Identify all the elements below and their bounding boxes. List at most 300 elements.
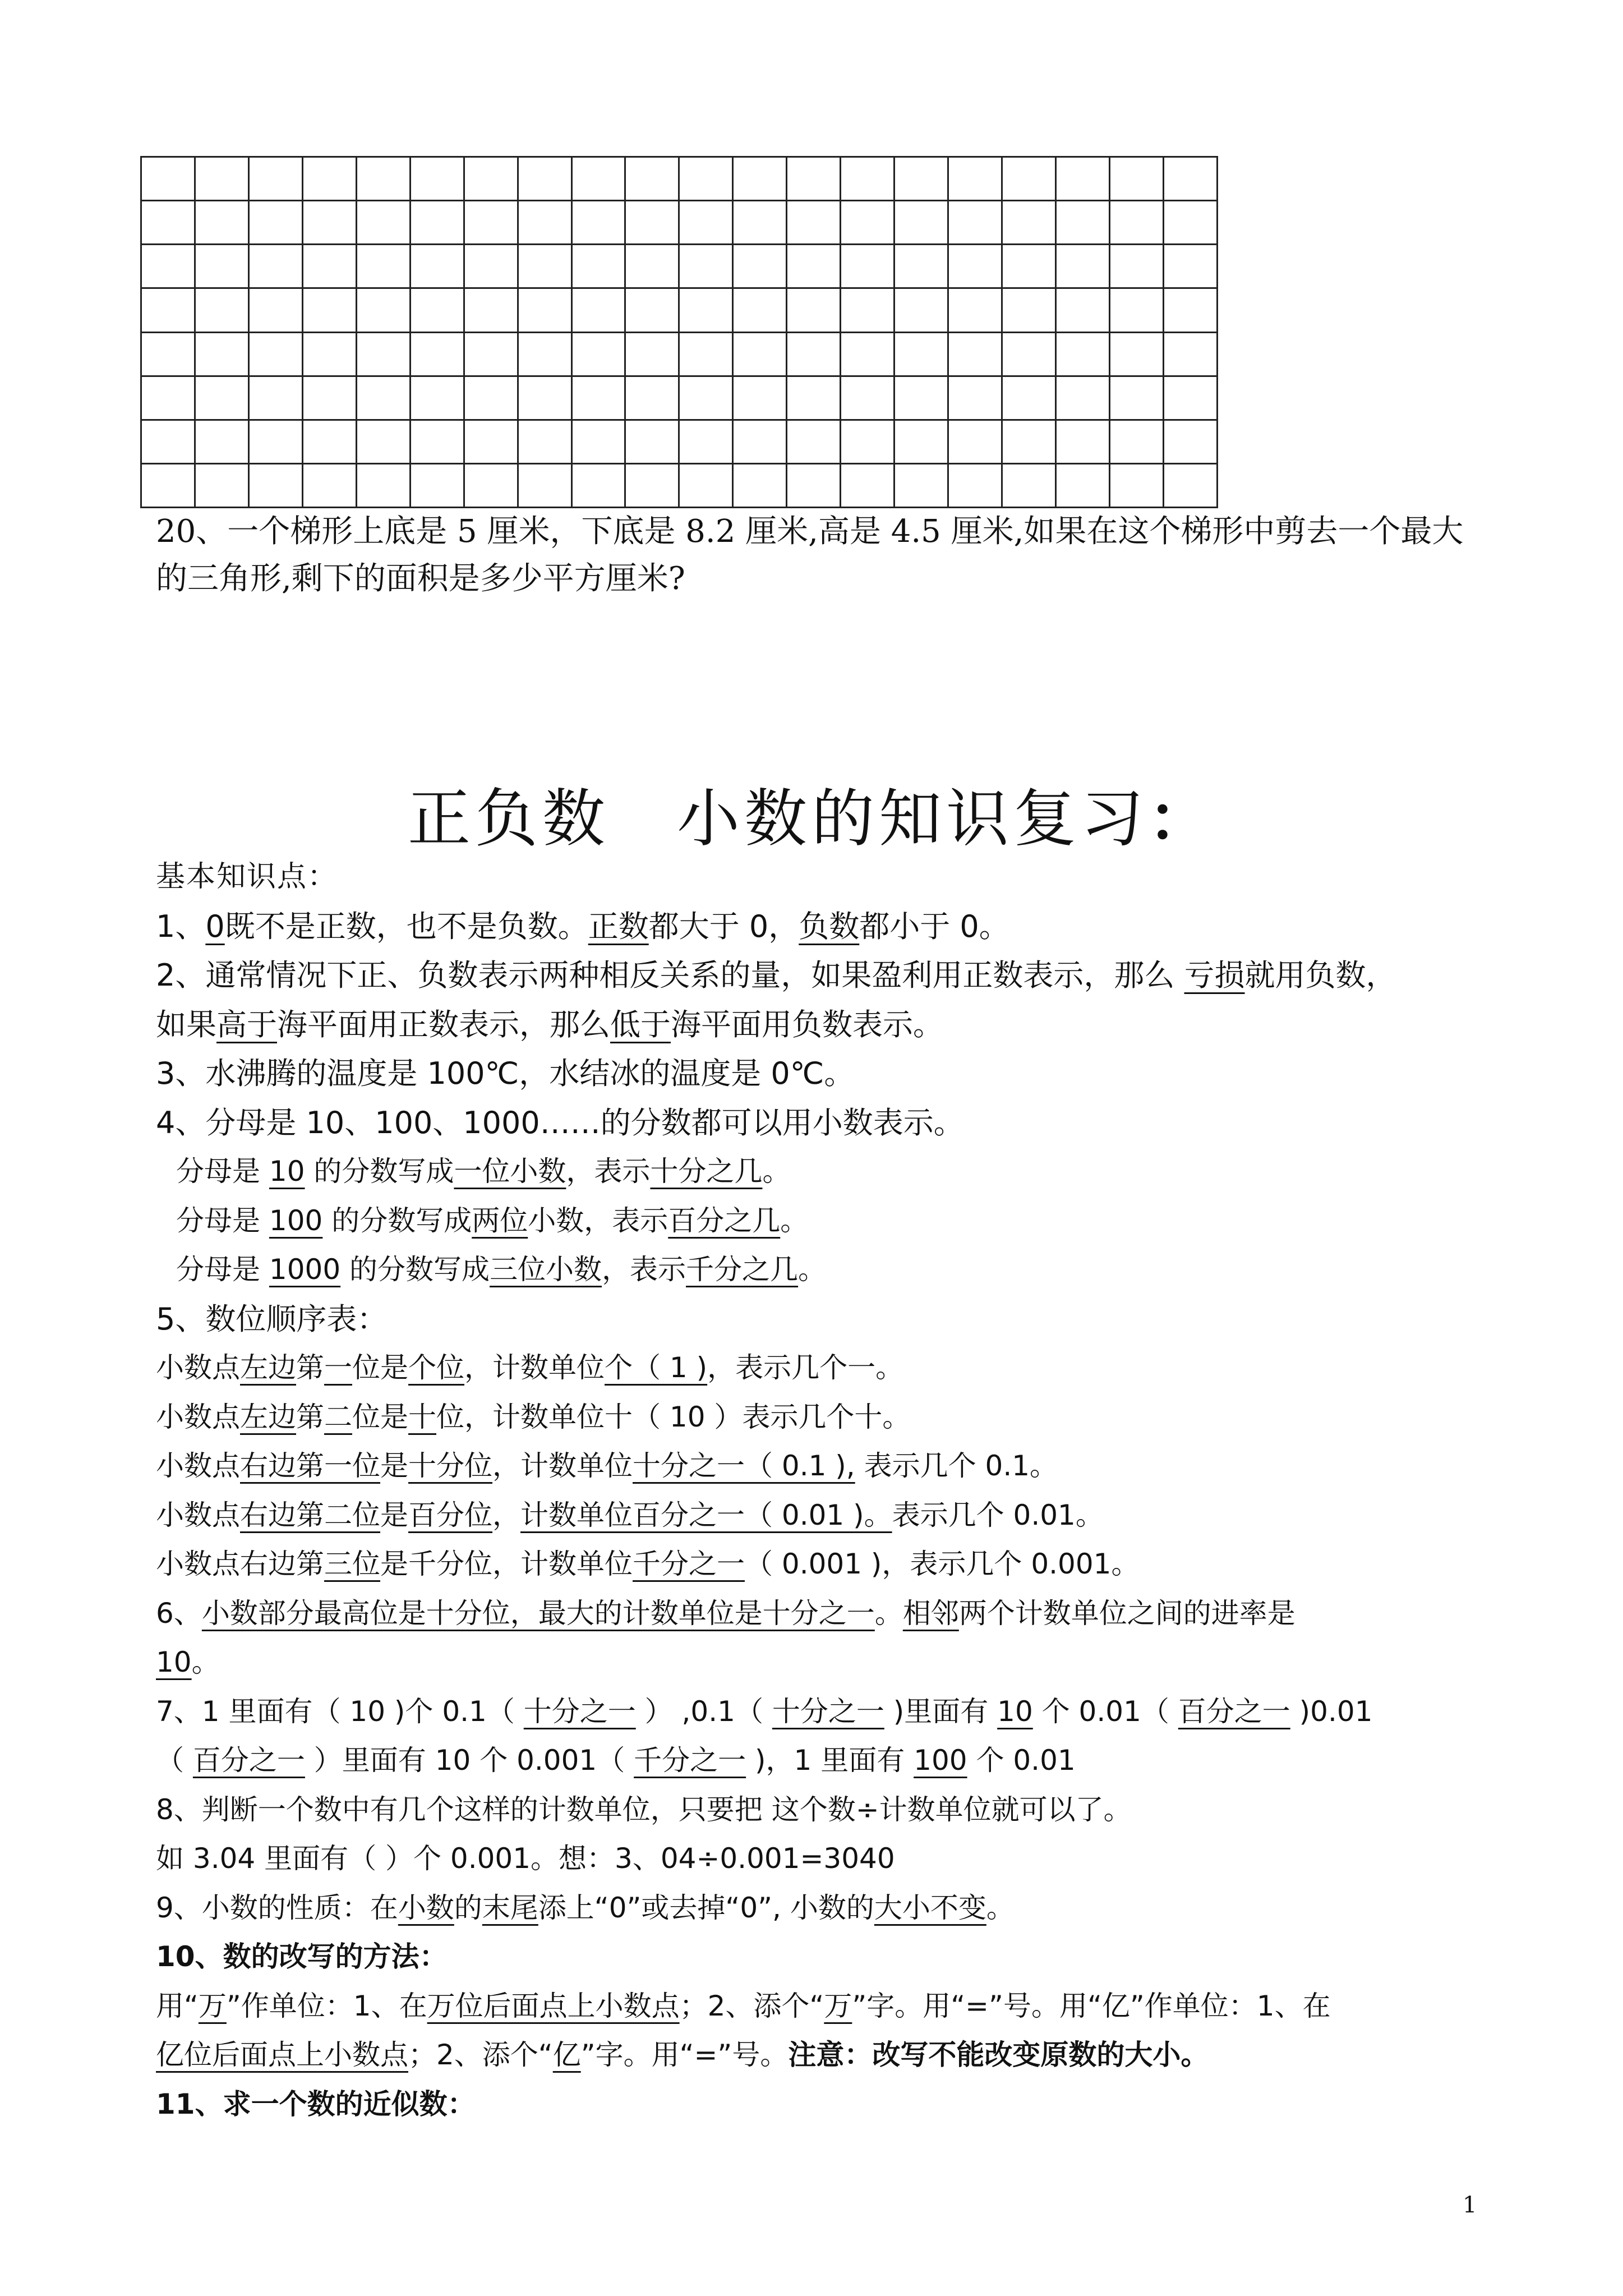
- grid-cell: [1002, 288, 1056, 332]
- grid-row: [141, 463, 1218, 507]
- underlined-answer: 个位: [408, 1351, 464, 1384]
- text: 。: [874, 1596, 903, 1630]
- text: 小数点: [156, 1450, 240, 1482]
- text: ；2、添个“: [679, 1989, 824, 2022]
- underlined-answer: 10: [156, 1646, 192, 1678]
- grid-cell: [464, 288, 518, 332]
- grid-cell: [733, 245, 787, 288]
- underlined-answer: 千分之一: [633, 1548, 745, 1580]
- grid-row: [141, 288, 1218, 332]
- text: 位是: [352, 1400, 408, 1433]
- basic-heading: 基本知识点：: [156, 860, 338, 894]
- grid-cell: [518, 376, 571, 420]
- grid-cell: [571, 463, 625, 507]
- grid-cell: [410, 288, 464, 332]
- grid-cell: [787, 288, 841, 332]
- text: ”字。用“=”号。: [580, 2039, 789, 2071]
- grid-cell: [464, 245, 518, 288]
- grid-cell: [733, 157, 787, 201]
- point-5: 5、数位顺序表：: [156, 1301, 388, 1337]
- place-value-ones: [156, 1343, 1491, 1393]
- text: 是: [380, 1498, 408, 1531]
- grid-cell: [625, 201, 679, 245]
- underlined-answer: 百分之一: [1178, 1695, 1290, 1728]
- underlined-answer: 一: [324, 1351, 352, 1384]
- grid-cell: [464, 420, 518, 463]
- grid-cell: [733, 420, 787, 463]
- grid-cell: [302, 201, 356, 245]
- text: 1、: [156, 908, 206, 944]
- point-6-cont: [156, 1638, 1491, 1687]
- text: ，计数单位: [464, 1351, 605, 1384]
- grid-cell: [248, 288, 302, 332]
- underlined-answer: 亏损: [1184, 958, 1245, 993]
- underlined-answer: 计数单位百分之一（ 0.01 )。: [520, 1498, 892, 1531]
- text: 位，计数单位十（ 10 ）表示几个十。: [436, 1400, 911, 1433]
- grid-cell: [1055, 245, 1109, 288]
- grid-cell: [141, 157, 195, 201]
- point-8: 8、判断一个数中有几个这样的计数单位，只要把 这个数÷计数单位就可以了。: [156, 1793, 1132, 1826]
- grid-cell: [895, 157, 948, 201]
- text: )0.01: [1290, 1695, 1373, 1728]
- text: （: [156, 1744, 193, 1777]
- grid-cell: [302, 332, 356, 376]
- grid-cell: [679, 376, 733, 420]
- grid-cell: [195, 463, 248, 507]
- point-4-tenths: [156, 1147, 1491, 1197]
- grid-row: [141, 157, 1218, 201]
- grid-cell: [195, 332, 248, 376]
- underlined-answer: 万位后面点上小数点: [427, 1989, 680, 2022]
- grid-row: [141, 245, 1218, 288]
- point-10-yi: [156, 2031, 1491, 2080]
- text: 小数点: [156, 1400, 240, 1433]
- grid-cell: [625, 463, 679, 507]
- grid-cell: [733, 332, 787, 376]
- grid-cell: [625, 288, 679, 332]
- grid-cell: [1055, 376, 1109, 420]
- text: 。: [191, 1646, 220, 1678]
- grid-cell: [410, 157, 464, 201]
- grid-cell: [1163, 376, 1217, 420]
- grid-cell: [302, 288, 356, 332]
- text: ，表示: [602, 1253, 686, 1286]
- title-part1: 正负数: [408, 783, 610, 855]
- underlined-answer: 大小不变: [874, 1891, 986, 1924]
- underlined-answer: 十分之几: [650, 1155, 763, 1188]
- underlined-answer: 1000: [269, 1253, 341, 1286]
- grid-cell: [248, 157, 302, 201]
- grid-cell: [1002, 376, 1056, 420]
- point-8-example: 如 3.04 里面有（ ）个 0.001。想：3、04÷0.001=3040: [156, 1842, 895, 1875]
- grid-row: [141, 420, 1218, 463]
- text: 9、小数的性质：在: [156, 1891, 398, 1924]
- grid-cell: [787, 332, 841, 376]
- point-1: [156, 902, 1491, 951]
- grid-cell: [841, 288, 895, 332]
- text: 海平面用正数表示，那么: [277, 1006, 610, 1042]
- text: ，计数单位: [492, 1450, 633, 1482]
- grid-cell: [1163, 245, 1217, 288]
- grid-cell: [1163, 157, 1217, 201]
- text: 都小于 0。: [859, 908, 1009, 944]
- underlined-answer: 右边第一位: [240, 1450, 380, 1482]
- point-9: [156, 1884, 1491, 1933]
- grid-cell: [410, 420, 464, 463]
- grid-cell: [571, 420, 625, 463]
- text: 位是: [352, 1351, 408, 1384]
- grid-cell: [248, 332, 302, 376]
- place-value-hundredths: [156, 1491, 1491, 1540]
- grid-cell: [948, 245, 1002, 288]
- point-11: 11、求一个数的近似数：: [156, 2087, 476, 2120]
- grid-cell: [733, 463, 787, 507]
- grid-cell: [141, 332, 195, 376]
- grid-cell: [625, 245, 679, 288]
- grid-cell: [141, 201, 195, 245]
- grid-cell: [1055, 332, 1109, 376]
- underlined-answer: 三位小数: [490, 1253, 602, 1286]
- grid-cell: [1109, 201, 1163, 245]
- grid-cell: [948, 201, 1002, 245]
- grid-cell: [841, 157, 895, 201]
- text: 添上“0”或去掉“0”, 小数的: [538, 1891, 874, 1924]
- text: ”作单位：1、在: [226, 1989, 427, 2022]
- text: 是千分位，计数单位: [380, 1548, 633, 1580]
- text: 。: [762, 1155, 791, 1188]
- text: （ 0.001 )，表示几个 0.001。: [745, 1548, 1140, 1580]
- grid-cell: [679, 288, 733, 332]
- text: 表示几个 0.1。: [855, 1450, 1058, 1482]
- grid-cell: [787, 157, 841, 201]
- grid-cell: [195, 245, 248, 288]
- grid-cell: [1109, 420, 1163, 463]
- text: 都大于 0，: [648, 908, 799, 944]
- underlined-answer: 末尾: [482, 1891, 538, 1924]
- underlined-answer: 万: [824, 1989, 852, 2022]
- grid-cell: [948, 463, 1002, 507]
- grid-cell: [841, 376, 895, 420]
- question-20-line2: 的三角形,剩下的面积是多少平方厘米?: [156, 560, 685, 597]
- page-number: 1: [1463, 2192, 1477, 2218]
- grid-cell: [895, 332, 948, 376]
- grid-cell: [895, 201, 948, 245]
- grid-cell: [410, 463, 464, 507]
- grid-cell: [787, 420, 841, 463]
- grid-cell: [464, 157, 518, 201]
- grid-cell: [464, 332, 518, 376]
- text: ，表示: [566, 1155, 651, 1188]
- grid-cell: [895, 463, 948, 507]
- underlined-answer: 十: [408, 1400, 436, 1433]
- grid-cell: [356, 201, 410, 245]
- text: 就用负数，: [1244, 958, 1396, 993]
- grid-cell: [356, 376, 410, 420]
- grid-cell: [356, 288, 410, 332]
- underlined-answer: 十分之一（ 0.1 ),: [633, 1450, 855, 1482]
- grid-cell: [1002, 463, 1056, 507]
- bold-note: 注意：改写不能改变原数的大小。: [788, 2039, 1209, 2071]
- grid-cell: [518, 332, 571, 376]
- text: 分母是: [176, 1253, 269, 1286]
- grid-cell: [302, 376, 356, 420]
- underlined-answer: 二: [324, 1400, 352, 1433]
- underlined-answer: 高于: [216, 1006, 277, 1042]
- text: 海平面用负数表示。: [671, 1006, 943, 1042]
- point-4-thousandths: [156, 1245, 1491, 1295]
- grid-cell: [195, 288, 248, 332]
- grid-cell: [1002, 201, 1056, 245]
- grid-cell: [1109, 245, 1163, 288]
- grid-cell: [195, 420, 248, 463]
- grid-cell: [787, 376, 841, 420]
- text: 7、1 里面有（ 10 )个 0.1（: [156, 1695, 524, 1728]
- point-10-wan: [156, 1982, 1491, 2031]
- grid-cell: [302, 420, 356, 463]
- grid-cell: [410, 376, 464, 420]
- text: 如果: [156, 1006, 216, 1042]
- grid-row: [141, 201, 1218, 245]
- text: 的: [454, 1891, 482, 1924]
- text: 分母是: [176, 1204, 269, 1237]
- grid-cell: [518, 288, 571, 332]
- underlined-answer: 100: [269, 1204, 323, 1237]
- grid-cell: [895, 376, 948, 420]
- grid-cell: [841, 332, 895, 376]
- grid-cell: [248, 376, 302, 420]
- text: 6、: [156, 1596, 202, 1630]
- grid-cell: [1055, 463, 1109, 507]
- text: 第: [296, 1400, 324, 1433]
- grid-cell: [1055, 157, 1109, 201]
- text: 个 0.01: [967, 1744, 1076, 1777]
- underlined-answer: 0: [205, 908, 225, 944]
- grid-cell: [1109, 376, 1163, 420]
- grid-cell: [571, 245, 625, 288]
- text: ”字。用“=”号。用“亿”作单位：1、在: [852, 1989, 1331, 2022]
- text: 2、通常情况下正、负数表示两种相反关系的量，如果盈利用正数表示，那么: [156, 958, 1184, 993]
- section-title: [0, 769, 1623, 859]
- underlined-answer: 两位: [472, 1204, 528, 1237]
- grid-cell: [410, 245, 464, 288]
- grid-cell: [679, 420, 733, 463]
- grid-cell: [195, 201, 248, 245]
- grid-cell: [356, 420, 410, 463]
- grid-cell: [1163, 201, 1217, 245]
- grid-cell: [679, 157, 733, 201]
- grid-cell: [518, 420, 571, 463]
- grid-cell: [625, 420, 679, 463]
- grid-cell: [356, 245, 410, 288]
- grid-cell: [518, 245, 571, 288]
- underlined-answer: 亿: [552, 2039, 581, 2071]
- text: ，表示几个一。: [707, 1351, 904, 1384]
- grid-cell: [571, 332, 625, 376]
- grid-cell: [248, 245, 302, 288]
- grid-cell: [625, 157, 679, 201]
- title-colon: ：: [1148, 782, 1215, 855]
- text: 是: [380, 1450, 408, 1482]
- text: 既不是正数，也不是负数。: [224, 908, 588, 944]
- text: 小数点: [156, 1351, 240, 1384]
- text: 小数点: [156, 1498, 240, 1531]
- question-20-line1: 20、一个梯形上底是 5 厘米，下底是 8.2 厘米,高是 4.5 厘米,如果在这个梯形中剪去一个最大: [156, 513, 1464, 550]
- grid-cell: [787, 245, 841, 288]
- text: 。: [986, 1891, 1015, 1924]
- grid-cell: [141, 463, 195, 507]
- underlined-answer: 十分之一: [523, 1695, 636, 1728]
- text: 的分数写成: [305, 1155, 454, 1188]
- grid-cell: [948, 157, 1002, 201]
- grid-cell: [464, 376, 518, 420]
- grid-cell: [141, 420, 195, 463]
- question-20: [156, 508, 1479, 602]
- grid-cell: [356, 157, 410, 201]
- grid-cell: [841, 245, 895, 288]
- underlined-answer: 负数: [799, 908, 860, 944]
- underlined-answer: 左边: [240, 1400, 296, 1433]
- grid-cell: [948, 420, 1002, 463]
- grid-cell: [141, 288, 195, 332]
- grid-cell: [787, 201, 841, 245]
- grid-cell: [410, 332, 464, 376]
- grid-cell: [1163, 288, 1217, 332]
- grid-cell: [625, 332, 679, 376]
- title-part2: 小数的知识复习: [677, 783, 1148, 855]
- grid-cell: [733, 376, 787, 420]
- text: ）里面有 10 个 0.001（: [305, 1744, 634, 1777]
- text: ，: [492, 1498, 520, 1531]
- underlined-answer: 100: [914, 1744, 967, 1777]
- point-4: 4、分母是 10、100、1000……的分数都可以用小数表示。: [156, 1105, 964, 1140]
- grid-cell: [248, 463, 302, 507]
- grid-cell: [302, 157, 356, 201]
- grid-cell: [518, 157, 571, 201]
- grid-cell: [410, 201, 464, 245]
- underlined-answer: 十分位: [408, 1450, 492, 1482]
- grid-cell: [1002, 420, 1056, 463]
- underlined-answer: 小数部分最高位是十分位，最大的计数单位是十分之一: [201, 1596, 875, 1630]
- grid-cell: [1109, 332, 1163, 376]
- underlined-answer: 百分位: [408, 1498, 492, 1531]
- grid-cell: [1163, 463, 1217, 507]
- text: 个 0.01（: [1032, 1695, 1178, 1728]
- grid-cell: [948, 332, 1002, 376]
- grid-cell: [248, 201, 302, 245]
- grid-cell: [841, 463, 895, 507]
- grid-cell: [1163, 332, 1217, 376]
- grid-cell: [679, 463, 733, 507]
- place-value-tenths: [156, 1442, 1491, 1491]
- grid-cell: [248, 420, 302, 463]
- square-grid: [140, 156, 1218, 508]
- point-7-cont: [156, 1736, 1491, 1786]
- text: 两个计数单位之间的进率是: [958, 1596, 1295, 1630]
- grid-cell: [571, 157, 625, 201]
- grid-cell: [1002, 332, 1056, 376]
- grid-cell: [733, 288, 787, 332]
- grid-cell: [1002, 157, 1056, 201]
- grid-cell: [141, 376, 195, 420]
- place-value-thousandths: [156, 1540, 1491, 1589]
- grid-cell: [1055, 201, 1109, 245]
- text: 第: [296, 1351, 324, 1384]
- grid-cell: [195, 157, 248, 201]
- place-value-tens: [156, 1393, 1491, 1442]
- underlined-answer: 小数: [398, 1891, 454, 1924]
- grid-cell: [571, 376, 625, 420]
- text: ） ,0.1（: [635, 1695, 772, 1728]
- grid-cell: [518, 463, 571, 507]
- grid-row: [141, 376, 1218, 420]
- grid-cell: [1055, 420, 1109, 463]
- text: )里面有: [884, 1695, 998, 1728]
- underlined-answer: 百分之一: [192, 1744, 305, 1777]
- grid-cell: [356, 332, 410, 376]
- point-10: 10、数的改写的方法：: [156, 1940, 448, 1973]
- underlined-answer: 一位小数: [454, 1155, 566, 1188]
- grid-cell: [1163, 420, 1217, 463]
- grid-row: [141, 332, 1218, 376]
- underlined-answer: 低于: [610, 1006, 671, 1042]
- underlined-answer: 十分之一: [772, 1695, 884, 1728]
- text: 小数点右边第: [156, 1548, 324, 1580]
- grid-cell: [679, 245, 733, 288]
- grid-cell: [1055, 288, 1109, 332]
- grid-cell: [1002, 245, 1056, 288]
- underlined-answer: 千分之几: [686, 1253, 799, 1286]
- grid-cell: [948, 288, 1002, 332]
- grid-cell: [895, 420, 948, 463]
- text: 小数，表示: [528, 1204, 668, 1237]
- underlined-answer: 10: [997, 1695, 1033, 1728]
- text: 。: [798, 1253, 827, 1286]
- grid-cell: [518, 201, 571, 245]
- grid-cell: [302, 245, 356, 288]
- underlined-answer: 个（ 1 ): [605, 1351, 708, 1384]
- text: 表示几个 0.01。: [892, 1498, 1104, 1531]
- text: 的分数写成: [322, 1204, 472, 1237]
- underlined-answer: 亿位后面点上小数点: [156, 2039, 408, 2071]
- grid-cell: [948, 376, 1002, 420]
- grid-cell: [841, 420, 895, 463]
- grid-cell: [302, 463, 356, 507]
- grid-cell: [733, 201, 787, 245]
- underlined-answer: 三位: [324, 1548, 380, 1580]
- underlined-answer: 正数: [588, 908, 649, 944]
- point-3: 3、水沸腾的温度是 100℃，水结冰的温度是 0℃。: [156, 1056, 855, 1091]
- grid-cell: [195, 376, 248, 420]
- grid-cell: [1109, 288, 1163, 332]
- grid-cell: [895, 288, 948, 332]
- grid-cell: [841, 201, 895, 245]
- grid-cell: [356, 463, 410, 507]
- underlined-answer: 万: [198, 1989, 227, 2022]
- text: 用“: [156, 1989, 199, 2022]
- underlined-answer: 相邻: [902, 1596, 959, 1630]
- grid-cell: [464, 463, 518, 507]
- grid-cell: [571, 288, 625, 332]
- grid-cell: [625, 376, 679, 420]
- grid-cell: [787, 463, 841, 507]
- underlined-answer: 10: [269, 1155, 305, 1188]
- grid-cell: [895, 245, 948, 288]
- grid-cell: [464, 201, 518, 245]
- point-7: [156, 1687, 1491, 1737]
- text: 。: [780, 1204, 809, 1237]
- text: 分母是: [176, 1155, 269, 1188]
- grid-cell: [1109, 157, 1163, 201]
